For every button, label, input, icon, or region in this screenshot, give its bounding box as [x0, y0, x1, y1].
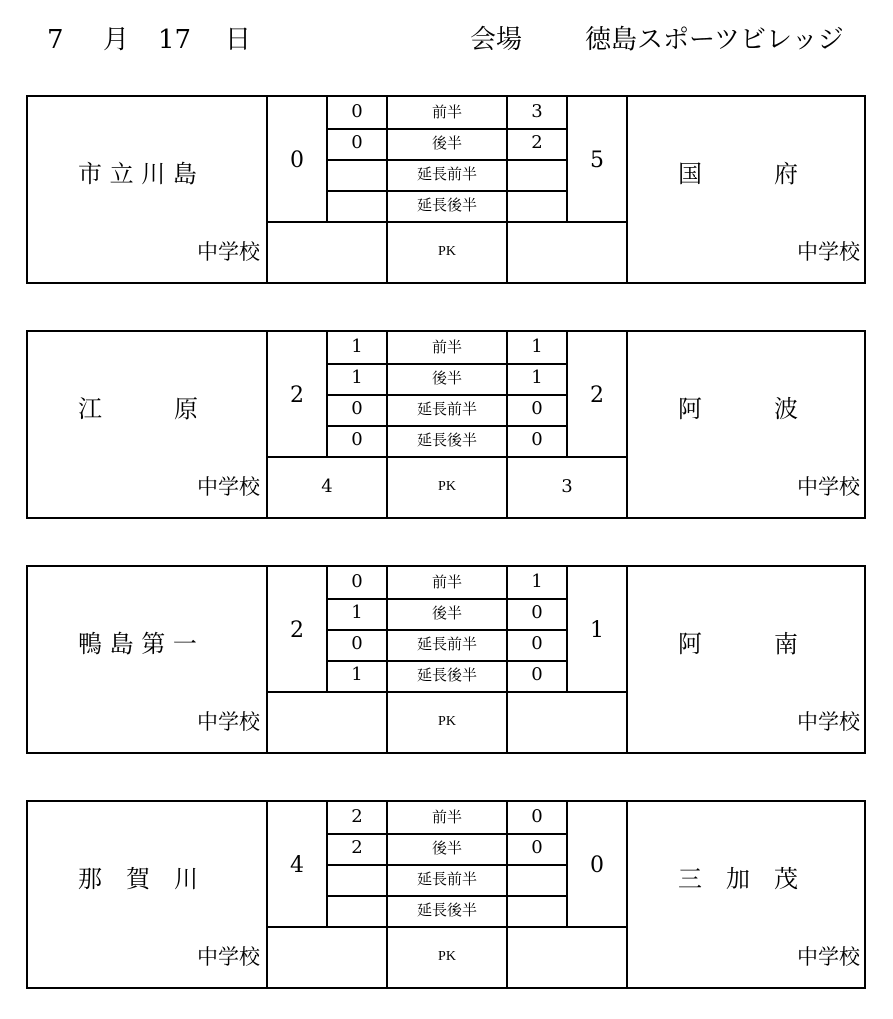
- period-right-score: 0: [531, 664, 543, 685]
- period-label: 後半: [431, 369, 462, 387]
- date-month-label: 月: [103, 25, 130, 55]
- period-left-score: 1: [351, 336, 363, 357]
- right-total-score: 1: [590, 618, 604, 643]
- divider-line: [326, 159, 568, 161]
- period-label: 延長前半: [416, 400, 477, 418]
- divider-line: [266, 221, 628, 223]
- pk-right-score: 3: [561, 476, 573, 497]
- date-day-number: 17: [158, 25, 192, 55]
- period-right-score: 0: [531, 806, 543, 827]
- divider-line: [266, 691, 628, 693]
- period-label: 延長前半: [416, 635, 477, 653]
- period-label: 後半: [431, 604, 462, 622]
- divider-line: [626, 802, 628, 987]
- period-label: 延長後半: [416, 901, 477, 919]
- pk-label: PK: [438, 949, 456, 964]
- left-team-name: 市 立 川 島: [78, 160, 197, 188]
- match-table: [26, 330, 866, 519]
- period-right-score: 0: [531, 633, 543, 654]
- left-total-score: 2: [290, 618, 304, 643]
- date-day-label: 日: [225, 25, 252, 55]
- divider-line: [326, 660, 568, 662]
- left-team-name: 江 原: [78, 395, 198, 423]
- period-label: 前半: [431, 808, 462, 826]
- pk-label: PK: [438, 479, 456, 494]
- divider-line: [626, 332, 628, 517]
- right-total-score: 2: [590, 383, 604, 408]
- period-left-score: 1: [351, 602, 363, 623]
- right-team-name: 三 加 茂: [678, 865, 798, 893]
- period-left-score: 0: [351, 398, 363, 419]
- date-month-number: 7: [47, 25, 64, 55]
- divider-line: [326, 864, 568, 866]
- divider-line: [326, 190, 568, 192]
- period-label: 延長前半: [416, 870, 477, 888]
- divider-line: [326, 833, 568, 835]
- divider-line: [266, 97, 268, 282]
- period-label: 前半: [431, 338, 462, 356]
- left-team-name: 鴨 島 第 一: [78, 630, 197, 658]
- period-right-score: 0: [531, 837, 543, 858]
- left-school-label: 中学校: [197, 710, 260, 734]
- divider-line: [266, 802, 268, 987]
- divider-line: [626, 567, 628, 752]
- period-left-score: 0: [351, 633, 363, 654]
- right-school-label: 中学校: [797, 710, 860, 734]
- divider-line: [326, 363, 568, 365]
- period-right-score: 0: [531, 429, 543, 450]
- right-team-name: 阿 波: [678, 395, 798, 423]
- left-school-label: 中学校: [197, 475, 260, 499]
- venue-label: 会場: [470, 25, 523, 55]
- pk-label: PK: [438, 714, 456, 729]
- divider-line: [266, 567, 268, 752]
- period-left-score: 0: [351, 571, 363, 592]
- right-school-label: 中学校: [797, 945, 860, 969]
- venue-name: 徳島スポーツビレッジ: [585, 25, 844, 55]
- left-total-score: 0: [290, 148, 304, 173]
- divider-line: [326, 128, 568, 130]
- left-total-score: 4: [290, 853, 304, 878]
- period-label: 後半: [431, 839, 462, 857]
- right-school-label: 中学校: [797, 475, 860, 499]
- period-label: 延長前半: [416, 165, 477, 183]
- period-left-score: 2: [351, 806, 363, 827]
- match-table: [26, 800, 866, 989]
- divider-line: [266, 926, 628, 928]
- period-right-score: 0: [531, 602, 543, 623]
- divider-line: [326, 895, 568, 897]
- pk-left-score: 4: [321, 476, 333, 497]
- period-right-score: 1: [531, 367, 543, 388]
- period-right-score: 1: [531, 571, 543, 592]
- period-label: 後半: [431, 134, 462, 152]
- right-team-name: 国 府: [678, 160, 798, 188]
- divider-line: [326, 394, 568, 396]
- period-left-score: 1: [351, 367, 363, 388]
- period-right-score: 0: [531, 398, 543, 419]
- period-left-score: 0: [351, 429, 363, 450]
- divider-line: [326, 598, 568, 600]
- period-label: 延長後半: [416, 196, 477, 214]
- period-label: 延長後半: [416, 431, 477, 449]
- divider-line: [626, 97, 628, 282]
- period-left-score: 2: [351, 837, 363, 858]
- period-right-score: 2: [531, 132, 543, 153]
- divider-line: [266, 456, 628, 458]
- period-label: 前半: [431, 103, 462, 121]
- right-school-label: 中学校: [797, 240, 860, 264]
- right-total-score: 5: [590, 148, 604, 173]
- period-label: 延長後半: [416, 666, 477, 684]
- pk-label: PK: [438, 244, 456, 259]
- right-team-name: 阿 南: [678, 630, 798, 658]
- left-team-name: 那 賀 川: [78, 865, 198, 893]
- period-left-score: 0: [351, 132, 363, 153]
- right-total-score: 0: [590, 853, 604, 878]
- left-school-label: 中学校: [197, 240, 260, 264]
- period-left-score: 0: [351, 101, 363, 122]
- period-right-score: 1: [531, 336, 543, 357]
- left-total-score: 2: [290, 383, 304, 408]
- match-table: [26, 565, 866, 754]
- period-right-score: 3: [531, 101, 543, 122]
- period-label: 前半: [431, 573, 462, 591]
- period-left-score: 1: [351, 664, 363, 685]
- divider-line: [326, 425, 568, 427]
- match-table: [26, 95, 866, 284]
- divider-line: [326, 629, 568, 631]
- left-school-label: 中学校: [197, 945, 260, 969]
